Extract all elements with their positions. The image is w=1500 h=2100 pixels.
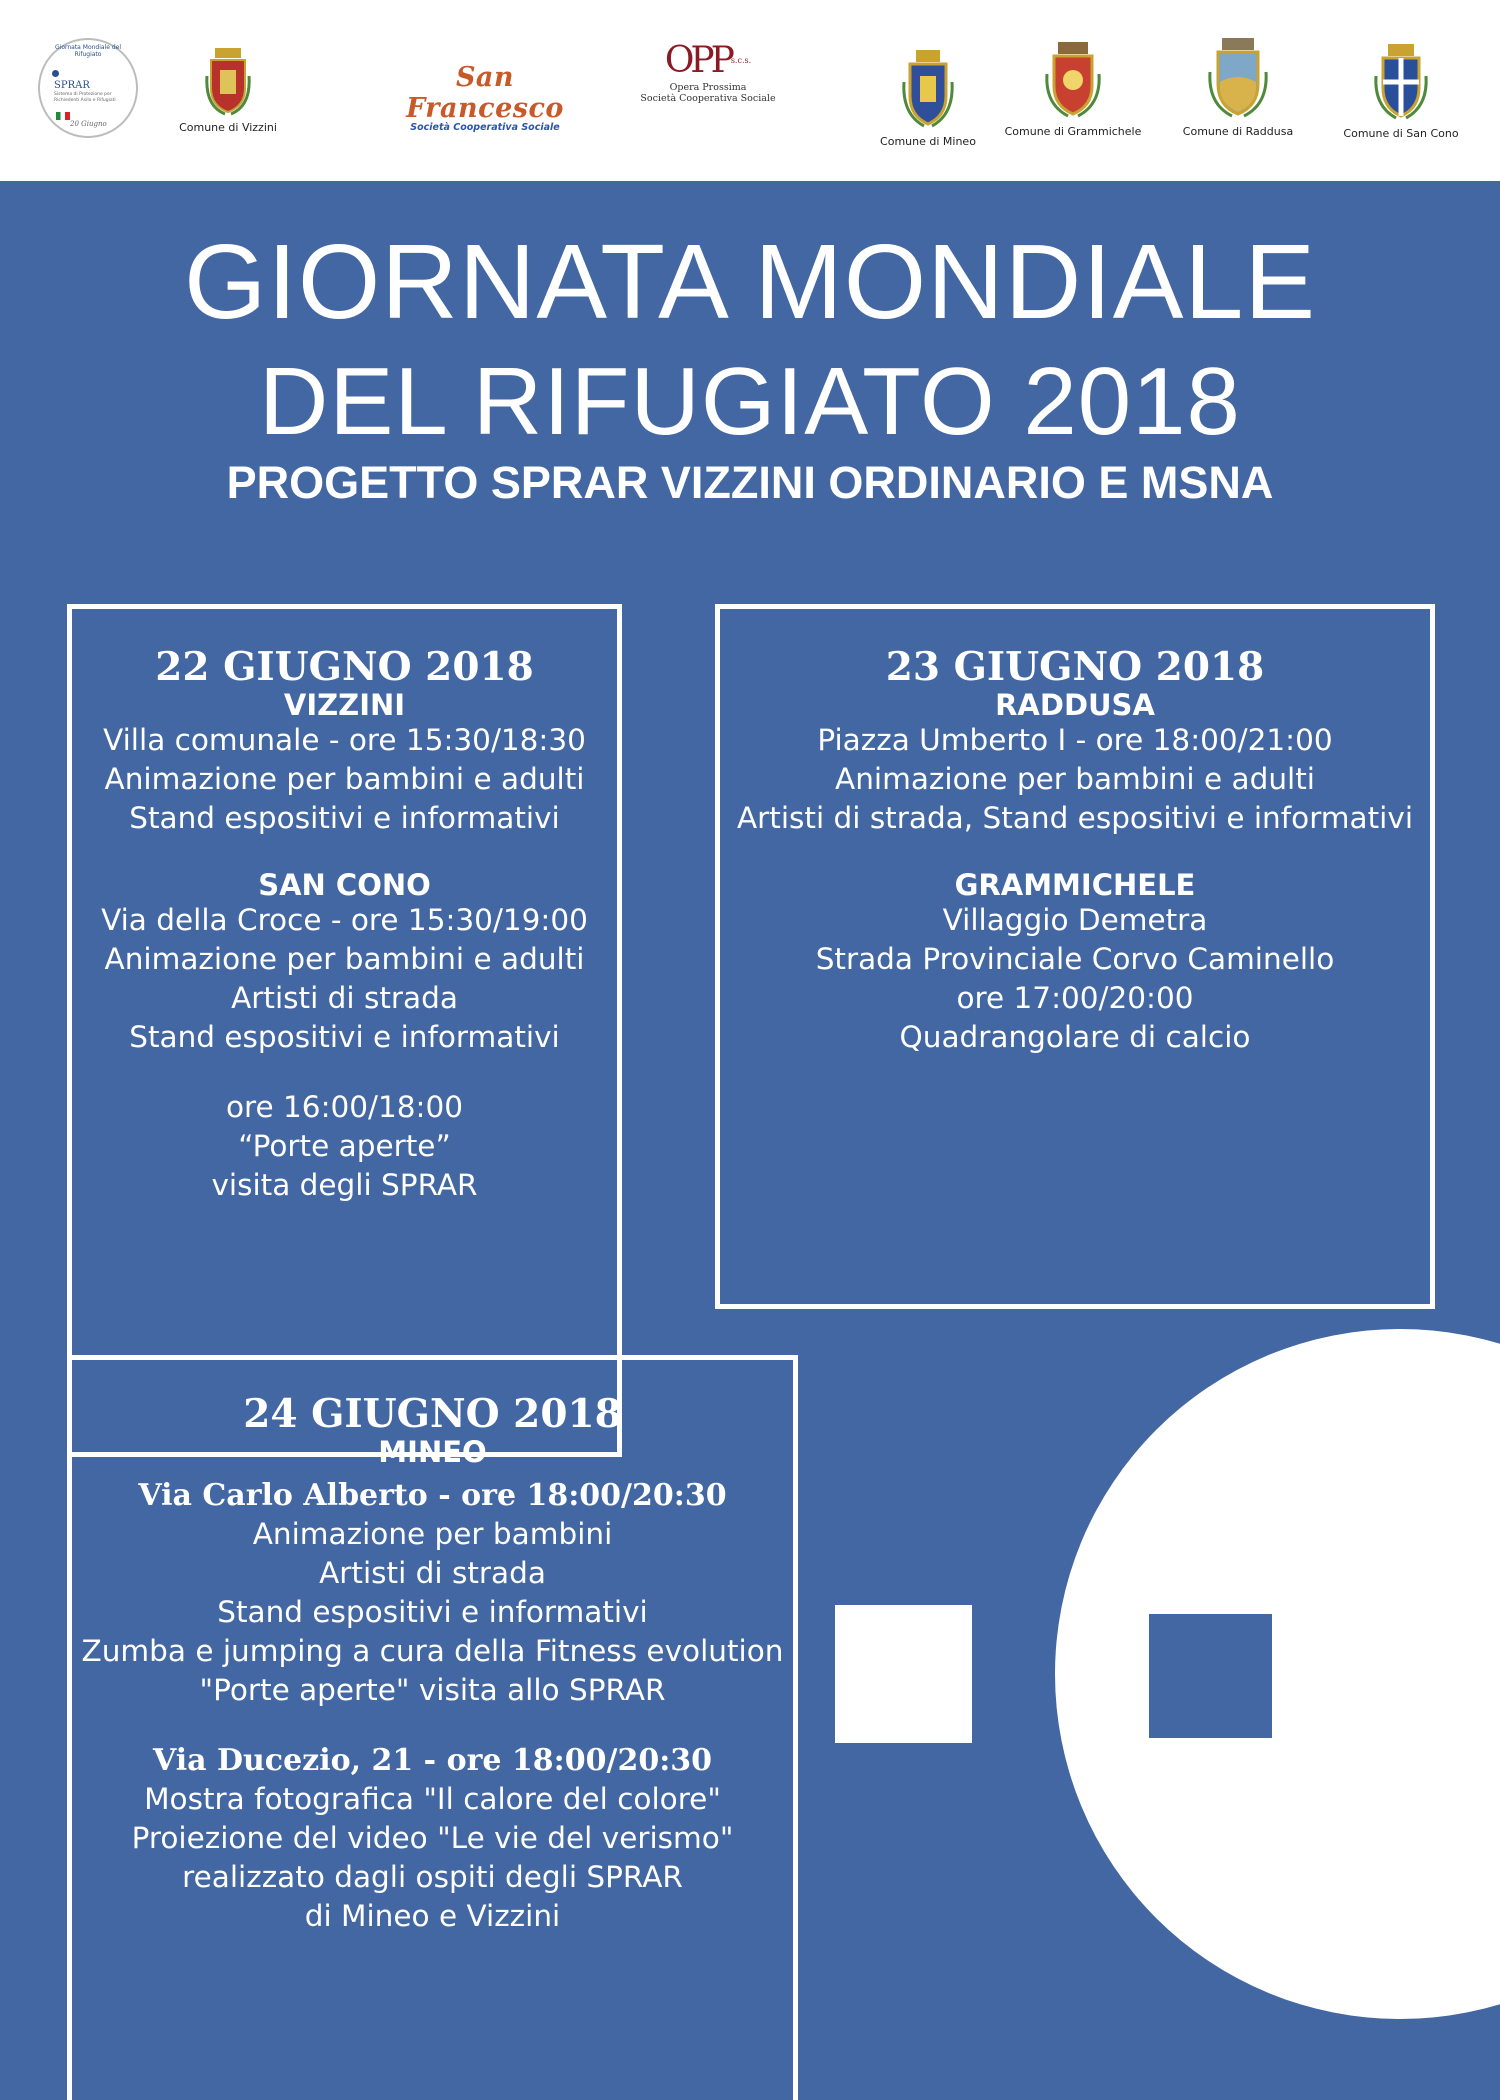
opp-name: Opera Prossima — [669, 82, 747, 93]
event-line: di Mineo e Vizzini — [304, 1899, 561, 1933]
event-line: Strada Provinciale Corvo Caminello — [815, 942, 1335, 976]
sprar-ring-text: Giornata Mondiale del Rifugiato — [55, 44, 121, 58]
event-place-mineo: MINEO — [378, 1435, 487, 1469]
sprar-dot-icon — [52, 70, 59, 77]
italian-flag-icon — [56, 112, 70, 120]
grammichele-logo — [998, 40, 1148, 138]
event-line: Artisti di strada — [231, 981, 458, 1015]
vizzini-caption: Comune di Vizzini — [179, 121, 277, 134]
grammichele-coat-of-arms-icon — [1042, 40, 1104, 120]
vizzini-logo — [168, 46, 288, 134]
event-line: ore 16:00/18:00 — [225, 1090, 464, 1124]
san-francesco-subtitle: Società Cooperativa Sociale — [410, 122, 560, 133]
event-line: Piazza Umberto I - ore 18:00/21:00 — [817, 723, 1333, 757]
poster-body — [0, 181, 1500, 2100]
event-line: visita degli SPRAR — [211, 1168, 478, 1202]
event-line: Villa comunale - ore 15:30/18:30 — [103, 723, 586, 757]
event-box-june-23 — [715, 604, 1435, 1309]
event-line: Zumba e jumping a cura della Fitness evolution — [81, 1634, 784, 1668]
san-francesco-logo — [380, 62, 590, 133]
poster-title-line2: DEL RIFUGIATO 2018 — [259, 348, 1241, 455]
raddusa-caption: Comune di Raddusa — [1182, 125, 1294, 138]
event-line: Animazione per bambini — [252, 1517, 613, 1551]
san-cono-coat-of-arms-icon — [1371, 42, 1431, 122]
opp-subtitle: Società Cooperativa Sociale — [640, 93, 776, 104]
san-cono-logo — [1326, 42, 1476, 140]
sprar-name: SPRAR — [54, 80, 90, 91]
sprar-date: 20 Giugno — [70, 120, 107, 128]
event-line: Stand espositivi e informativi — [217, 1595, 648, 1629]
decorative-blue-square — [1149, 1614, 1272, 1738]
mineo-logo — [868, 46, 988, 148]
event-box-june-24 — [67, 1355, 798, 2100]
event-place-san-cono: SAN CONO — [258, 868, 431, 902]
event-line: Villaggio Demetra — [942, 903, 1208, 937]
event-date: 23 GIUGNO 2018 — [885, 644, 1265, 690]
poster-subtitle: PROGETTO SPRAR VIZZINI ORDINARIO E MSNA — [226, 457, 1274, 508]
sprar-subtitle: Sistema di Protezione per Richiedenti Asilo e Rifugiati — [54, 92, 116, 103]
event-line: realizzato dagli ospiti degli SPRAR — [182, 1860, 683, 1894]
venue-heading-carlo-alberto: Via Carlo Alberto - ore 18:00/20:30 — [138, 1478, 727, 1513]
event-line: Quadrangolare di calcio — [899, 1020, 1251, 1054]
raddusa-coat-of-arms-icon — [1206, 36, 1270, 120]
event-line: Artisti di strada — [319, 1556, 546, 1590]
decorative-white-square — [835, 1605, 972, 1743]
vizzini-coat-of-arms-icon — [205, 46, 251, 116]
event-line: Proiezione del video "Le vie del verismo" — [131, 1821, 734, 1855]
venue-heading-ducezio: Via Ducezio, 21 - ore 18:00/20:30 — [152, 1743, 713, 1778]
logo-header — [0, 0, 1500, 181]
event-line: Animazione per bambini e adulti — [104, 942, 585, 976]
sprar-logo — [38, 38, 138, 138]
mineo-caption: Comune di Mineo — [880, 135, 976, 148]
event-place-grammichele: GRAMMICHELE — [954, 868, 1196, 902]
event-date: 22 GIUGNO 2018 — [155, 644, 534, 690]
event-line: Mostra fotografica "Il calore del colore" — [144, 1782, 721, 1816]
opera-prossima-logo — [628, 42, 788, 104]
san-cono-caption: Comune di San Cono — [1343, 127, 1459, 140]
event-line: Animazione per bambini e adulti — [104, 762, 585, 796]
event-line: "Porte aperte" visita allo SPRAR — [199, 1673, 666, 1707]
event-line: ore 17:00/20:00 — [956, 981, 1194, 1015]
poster-title-line1: GIORNATA MONDIALE — [183, 223, 1317, 341]
event-line: “Porte aperte” — [238, 1129, 451, 1163]
mineo-coat-of-arms-icon — [900, 46, 956, 130]
event-line: Stand espositivi e informativi — [129, 1020, 560, 1054]
event-line: Via della Croce - ore 15:30/19:00 — [101, 903, 588, 937]
raddusa-logo — [1163, 36, 1313, 138]
event-box-june-22 — [67, 604, 622, 1457]
event-line: Animazione per bambini e adulti — [835, 762, 1315, 796]
event-place-raddusa: RADDUSA — [995, 688, 1155, 722]
event-date: 24 GIUGNO 2018 — [243, 1391, 622, 1437]
event-place-vizzini: VIZZINI — [283, 688, 406, 722]
decorative-circle — [1055, 1329, 1500, 2019]
event-line: Stand espositivi e informativi — [129, 801, 560, 835]
grammichele-caption: Comune di Grammichele — [1004, 125, 1142, 138]
event-line: Artisti di strada, Stand espositivi e informativi — [736, 801, 1414, 835]
san-francesco-name: San Francesco — [406, 62, 564, 124]
opp-mark: $OPP^{s.c.s.}$ — [664, 40, 752, 81]
